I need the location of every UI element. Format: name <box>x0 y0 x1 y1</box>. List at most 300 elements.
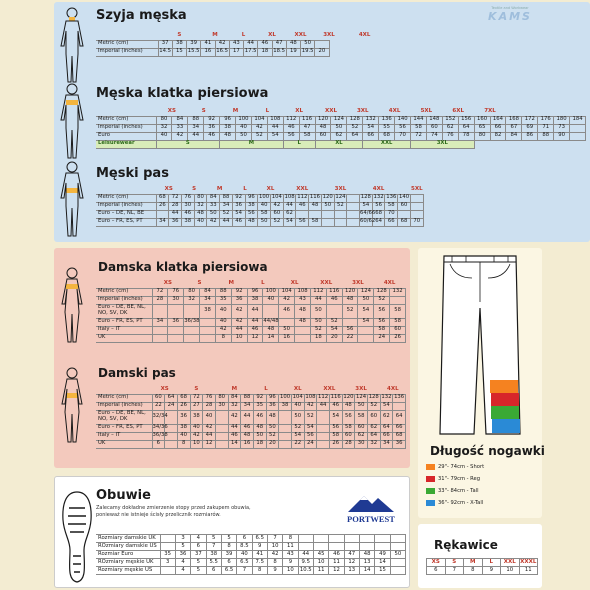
table-cell: 76 <box>168 288 184 296</box>
glove-value-row <box>427 567 538 575</box>
table-cell <box>342 318 358 326</box>
table-cell: 43 <box>295 296 311 304</box>
table-cell: 54 <box>326 326 342 334</box>
table-cell: 148 <box>426 116 442 124</box>
leg-legend-item <box>426 464 484 470</box>
table-cell <box>326 304 342 318</box>
table-cell: 35 <box>215 296 231 304</box>
table-cell: 11 <box>329 559 344 567</box>
shoe-note-line1: Zalecamy dokładne zmierzenie stopy przed zakupem obuwia, <box>96 505 251 511</box>
table-cell: 54 <box>358 304 374 318</box>
table-cell: 12 <box>203 440 216 448</box>
glove-value-cell: 8 <box>464 567 483 575</box>
size-header-spacer <box>96 386 152 394</box>
table-cell <box>295 326 311 334</box>
table-cell: 50 <box>258 218 271 226</box>
table-cell: 40 <box>156 132 172 140</box>
table-cell: 84 <box>506 132 522 140</box>
table-cell: 108 <box>267 116 283 124</box>
table-cell: 58 <box>342 424 355 432</box>
table-cell: 62 <box>331 132 347 140</box>
size-header-cell: S <box>197 280 202 286</box>
table-cell: 67 <box>506 124 522 132</box>
table-cell: 36/38 <box>152 432 168 439</box>
table-cell: 36 <box>266 402 279 410</box>
table-cell: 73 <box>554 124 570 132</box>
table-row <box>96 567 406 575</box>
table-cell: 140 <box>398 194 410 201</box>
table-cell: 10 <box>313 559 328 567</box>
table-cell <box>309 210 322 218</box>
table-cell: 50 <box>236 132 252 140</box>
table-cell <box>313 535 328 543</box>
table-cell: 66 <box>363 132 379 140</box>
table-cell: 46 <box>329 551 344 559</box>
table-cell: 48 <box>342 296 358 304</box>
table-cell: 40 <box>215 304 231 318</box>
size-header-cell: 4XL <box>358 32 371 39</box>
table-cell: 124 <box>356 394 367 401</box>
table-cell: 48 <box>253 424 266 432</box>
chest-size-table <box>96 108 586 149</box>
table-cell: 96 <box>220 116 236 124</box>
table-cell <box>200 318 216 326</box>
table-cell: 64 <box>165 394 178 402</box>
table-cell: 16 <box>241 440 254 448</box>
table-cell <box>160 535 175 543</box>
row-label: Italy – IT <box>96 432 152 440</box>
table-cell: 40 <box>237 551 252 559</box>
table-cell <box>156 210 169 218</box>
table-cell: 120 <box>315 116 331 124</box>
table-cell: 18.5 <box>273 48 286 55</box>
table-row <box>96 402 406 410</box>
table-cell: 60 <box>426 124 442 132</box>
table-cell: 14 <box>228 440 241 448</box>
table-cell: 56 <box>374 318 390 326</box>
table-cell: 44 <box>247 304 263 318</box>
table-cell: 76 <box>442 132 458 140</box>
figure-ladies-chest-icon <box>58 266 86 344</box>
table-cell <box>279 440 292 448</box>
table-cell: 14 <box>263 334 279 342</box>
table-cell: 36 <box>393 440 406 448</box>
table-cell: 50 <box>279 326 295 334</box>
table-cell: 66 <box>380 432 393 440</box>
table-cell: 104 <box>292 394 303 401</box>
table-cell: 58 <box>390 318 406 326</box>
table-cell: 56 <box>372 202 385 210</box>
table-cell: 88 <box>538 132 554 140</box>
table-cell: 72 <box>190 394 203 402</box>
table-cell: 116 <box>309 194 321 201</box>
table-cell: 112 <box>318 394 329 401</box>
table-cell: 58 <box>309 218 322 226</box>
table-cell: 17.5 <box>244 48 257 55</box>
table-cell <box>263 304 279 318</box>
table-cell: 124 <box>331 116 347 124</box>
table-cell: 18 <box>258 48 272 56</box>
table-cell: 48 <box>241 432 254 440</box>
table-cell: 82 <box>490 132 506 140</box>
table-row <box>96 296 406 304</box>
table-cell: 9 <box>252 543 267 551</box>
leg-legend-item <box>426 476 480 482</box>
table-cell: 64 <box>393 410 406 424</box>
table-cell: 96 <box>245 194 258 202</box>
table-row <box>96 535 406 543</box>
row-label: UK <box>96 440 152 448</box>
table-cell <box>168 304 184 318</box>
table-cell: 58 <box>385 202 398 210</box>
table-cell: 92 <box>204 116 220 124</box>
table-cell <box>329 535 344 543</box>
table-cell: 33 <box>207 202 220 210</box>
leisurewear-cell: M <box>220 140 284 148</box>
table-cell: 10 <box>267 543 282 551</box>
table-cell: 48 <box>220 132 236 140</box>
table-cell: 19.5 <box>301 48 314 55</box>
table-cell: 18 <box>253 440 266 448</box>
table-row <box>96 543 406 551</box>
size-header-cell: L <box>265 108 270 114</box>
table-cell <box>165 440 178 448</box>
table-cell: 18 <box>310 334 326 342</box>
table-cell: 64 <box>367 432 380 440</box>
table-cell: 64 <box>372 218 385 226</box>
table-cell: 136 <box>394 394 405 401</box>
table-cell: 112 <box>297 194 308 201</box>
table-cell: 12 <box>247 334 263 342</box>
chest-title: Męska klatka piersiowa <box>96 86 269 101</box>
table-cell: 56 <box>296 218 309 226</box>
table-cell: 7 <box>206 543 221 551</box>
table-cell: 92 <box>231 288 247 296</box>
table-cell: 38 <box>279 402 292 410</box>
table-cell: 38 <box>247 296 263 304</box>
table-cell: 52 <box>367 402 380 410</box>
table-cell: 46 <box>228 432 241 440</box>
table-cell: 13 <box>344 567 359 575</box>
table-cell: 38 <box>181 218 194 226</box>
table-cell <box>393 402 406 410</box>
table-cell: 108 <box>305 394 316 401</box>
legend-label: 29"- 74cm - Short <box>438 464 485 470</box>
size-header-cell: XL <box>266 186 275 192</box>
glove-size-cell: M <box>464 559 483 567</box>
table-cell: 41 <box>252 551 267 559</box>
table-cell: 140 <box>395 116 411 124</box>
table-cell: 42 <box>251 124 267 132</box>
table-cell: 8 <box>177 440 190 448</box>
size-header-spacer <box>96 186 156 194</box>
table-cell: 22 <box>152 402 165 410</box>
size-header-cell: L <box>241 32 246 38</box>
glove-panel <box>418 524 542 588</box>
table-cell <box>184 304 200 318</box>
table-cell: 64 <box>347 132 363 140</box>
table-cell: 56 <box>283 132 299 140</box>
table-cell: 176 <box>538 116 554 124</box>
table-cell: 48 <box>295 304 311 318</box>
table-cell: 26 <box>177 402 190 410</box>
table-cell <box>390 535 405 543</box>
glove-size-cell: S <box>445 559 464 567</box>
table-cell: 32 <box>228 402 241 410</box>
table-cell: 132 <box>381 394 392 401</box>
size-header-cell: 7XL <box>484 108 496 114</box>
table-cell: 7 <box>237 567 252 575</box>
size-header-cell: L <box>261 280 265 286</box>
table-cell: 32 <box>367 440 380 448</box>
table-cell: 7 <box>267 535 282 543</box>
table-cell: 38 <box>190 410 203 424</box>
table-row <box>96 432 406 440</box>
table-cell <box>358 334 374 342</box>
ladies-chest-size-table <box>96 280 406 343</box>
table-cell: 46 <box>283 124 299 132</box>
size-header-cell: M <box>216 186 223 192</box>
table-cell: 46 <box>241 424 254 432</box>
row-label: Rozmiary męskie US <box>96 567 160 575</box>
size-header-cell: 4XL <box>383 280 396 286</box>
table-cell: 10 <box>231 334 247 342</box>
table-cell <box>334 210 347 218</box>
table-cell <box>313 543 328 551</box>
table-cell: 15 <box>172 48 186 56</box>
row-label: Euro – DE, BE, NL, NO, SV, DK <box>96 410 152 424</box>
table-cell: 48 <box>359 551 374 559</box>
legend-label: 31"- 79cm - Reg <box>438 476 481 482</box>
table-cell: 50 <box>310 318 326 326</box>
table-cell: 28 <box>203 402 216 410</box>
table-cell: 92 <box>253 394 266 402</box>
table-cell: 52 <box>291 424 304 432</box>
table-cell: 136 <box>386 194 397 201</box>
table-row <box>96 288 406 296</box>
table-cell: 52 <box>220 210 233 218</box>
table-cell: 50 <box>207 210 220 218</box>
size-header-cell: XS <box>167 108 176 114</box>
table-row <box>96 304 406 318</box>
row-label: Euro <box>96 132 156 140</box>
size-header-cell: S <box>201 108 206 114</box>
table-cell: 46 <box>204 132 220 140</box>
table-cell <box>200 326 216 334</box>
table-cell: 84 <box>200 288 216 296</box>
table-cell: 128 <box>347 116 363 124</box>
table-cell: 40 <box>236 124 252 132</box>
table-cell <box>317 440 330 448</box>
table-cell: 172 <box>522 116 538 124</box>
table-cell: 116 <box>326 288 342 296</box>
row-label: Euro – FR, ES, PT <box>96 318 152 326</box>
table-cell: 3 <box>175 535 190 543</box>
table-cell: 48 <box>286 40 300 48</box>
table-cell: 8 <box>283 535 298 543</box>
size-header-cell: XXL <box>320 280 333 286</box>
table-cell: 152 <box>442 116 458 124</box>
table-cell: 56 <box>329 424 342 432</box>
table-cell: 80 <box>156 116 172 124</box>
table-cell: 46 <box>258 40 272 48</box>
table-cell: 112 <box>283 116 299 124</box>
table-cell: 5 <box>206 535 221 543</box>
row-label: Metric (cm) <box>96 394 152 402</box>
table-cell: 54 <box>304 424 317 432</box>
table-cell <box>279 424 292 432</box>
table-cell: 3 <box>160 559 175 567</box>
table-cell <box>215 410 228 424</box>
table-cell: 54 <box>267 132 283 140</box>
table-cell <box>317 424 330 432</box>
table-cell: 17 <box>229 48 243 56</box>
table-cell: 4 <box>175 567 190 575</box>
table-cell: 66 <box>385 218 398 226</box>
table-cell <box>215 440 228 448</box>
table-cell: 44 <box>317 402 330 410</box>
glove-value-cell: 10 <box>501 567 520 575</box>
table-cell: 16 <box>201 48 215 56</box>
row-label: Metric (cm) <box>96 40 158 48</box>
table-cell <box>315 40 329 48</box>
table-row <box>96 318 406 326</box>
table-cell: 88 <box>241 394 254 402</box>
table-row <box>96 194 436 202</box>
table-cell: 44 <box>267 124 283 132</box>
table-cell <box>168 326 184 334</box>
glove-value-cell: 11 <box>519 567 538 575</box>
table-cell: 84 <box>172 116 188 124</box>
table-row <box>96 210 436 218</box>
size-header-cell: 5XL <box>420 108 433 114</box>
table-cell: 5 <box>191 567 206 575</box>
table-cell: 54 <box>283 218 296 226</box>
table-cell: 60 <box>398 202 411 210</box>
table-cell <box>334 218 347 226</box>
table-cell: 5 <box>221 535 236 543</box>
table-cell: 68 <box>156 194 169 202</box>
table-cell: 50 <box>310 304 326 318</box>
table-cell: 42 <box>267 551 282 559</box>
ladies-chest-title: Damska klatka piersiowa <box>98 260 268 274</box>
table-cell: 72 <box>152 288 168 296</box>
legend-label: 36"- 92cm - X-Tall <box>438 500 484 506</box>
table-cell <box>317 432 330 440</box>
table-cell: 52 <box>342 304 358 318</box>
leisurewear-cell: 3XL <box>411 140 475 148</box>
table-cell: 22 <box>291 440 304 448</box>
table-cell: 44 <box>228 424 241 432</box>
table-cell: 50 <box>291 410 304 424</box>
size-header-cell: XL <box>290 280 299 286</box>
table-cell: 72 <box>169 194 182 202</box>
table-cell: 19 <box>286 48 300 56</box>
table-row <box>96 559 406 567</box>
table-cell: 30 <box>215 402 228 410</box>
table-cell: 108 <box>295 288 311 296</box>
table-cell: 50 <box>358 296 374 304</box>
table-cell: 46 <box>326 296 342 304</box>
size-header-cell: L <box>243 186 247 192</box>
table-cell: 38 <box>220 124 236 132</box>
table-cell: 56 <box>374 304 390 318</box>
table-cell: 44 <box>247 318 263 326</box>
trousers-icon <box>430 252 530 438</box>
row-label: Imperial (inches) <box>96 48 158 56</box>
table-cell <box>184 326 200 334</box>
row-label: Euro – FR, ES, PT <box>96 424 152 432</box>
table-cell: 124 <box>358 288 374 296</box>
table-cell: 33 <box>172 124 188 132</box>
table-cell <box>279 318 295 326</box>
table-cell: 60 <box>355 424 368 432</box>
table-cell: 124 <box>335 194 346 201</box>
table-cell: 47 <box>299 124 315 132</box>
table-cell: 56 <box>245 210 258 218</box>
table-cell: 76 <box>181 194 194 202</box>
shoe-size-table <box>96 534 406 575</box>
table-cell: 68 <box>177 394 190 402</box>
table-cell: 80 <box>215 394 228 402</box>
table-cell: 52 <box>326 318 342 326</box>
portwest-logo-icon <box>342 492 400 526</box>
table-cell: 64/66 <box>360 210 376 217</box>
size-header-row <box>96 108 586 116</box>
table-cell: 36 <box>168 318 184 326</box>
table-cell: 62 <box>355 432 368 440</box>
table-cell: 36/38 <box>184 318 200 325</box>
table-cell: 42 <box>304 402 317 410</box>
size-header-cell: S <box>192 186 197 192</box>
row-label: ROzmiary męskie UK <box>96 559 160 567</box>
figure-chest-icon <box>58 82 86 160</box>
table-cell: 80 <box>194 194 207 202</box>
table-cell <box>200 334 216 342</box>
table-cell: 6 <box>191 543 206 551</box>
waist-title: Męski pas <box>96 166 169 181</box>
table-cell: 32 <box>194 202 207 210</box>
table-cell: 6.5 <box>221 567 236 575</box>
table-cell: 41 <box>201 40 215 48</box>
table-cell: 36 <box>169 218 182 226</box>
shoe-note <box>96 505 251 518</box>
table-cell: 39 <box>221 551 236 559</box>
table-cell: 44 <box>244 40 258 48</box>
table-cell <box>375 535 390 543</box>
table-cell: 46 <box>247 326 263 334</box>
table-cell: 132 <box>373 194 384 201</box>
table-cell <box>215 424 228 432</box>
table-cell: 112 <box>310 288 326 296</box>
size-header-cell: S <box>177 32 182 38</box>
table-cell: 12 <box>329 567 344 575</box>
table-cell <box>279 410 292 424</box>
size-header-cell: XXL <box>296 186 309 192</box>
table-cell: 11 <box>283 543 298 551</box>
table-cell: 44 <box>231 326 247 334</box>
legend-swatch <box>426 476 435 482</box>
table-cell: 40 <box>215 318 231 326</box>
table-cell: 40 <box>203 410 216 424</box>
row-label: Rozmiary damskie UK <box>96 535 160 543</box>
table-cell: 46 <box>181 210 194 218</box>
table-cell <box>344 535 359 543</box>
table-cell: 6 <box>152 440 165 448</box>
table-cell: 28 <box>342 440 355 448</box>
table-cell: 84 <box>228 394 241 402</box>
table-row <box>96 202 436 210</box>
